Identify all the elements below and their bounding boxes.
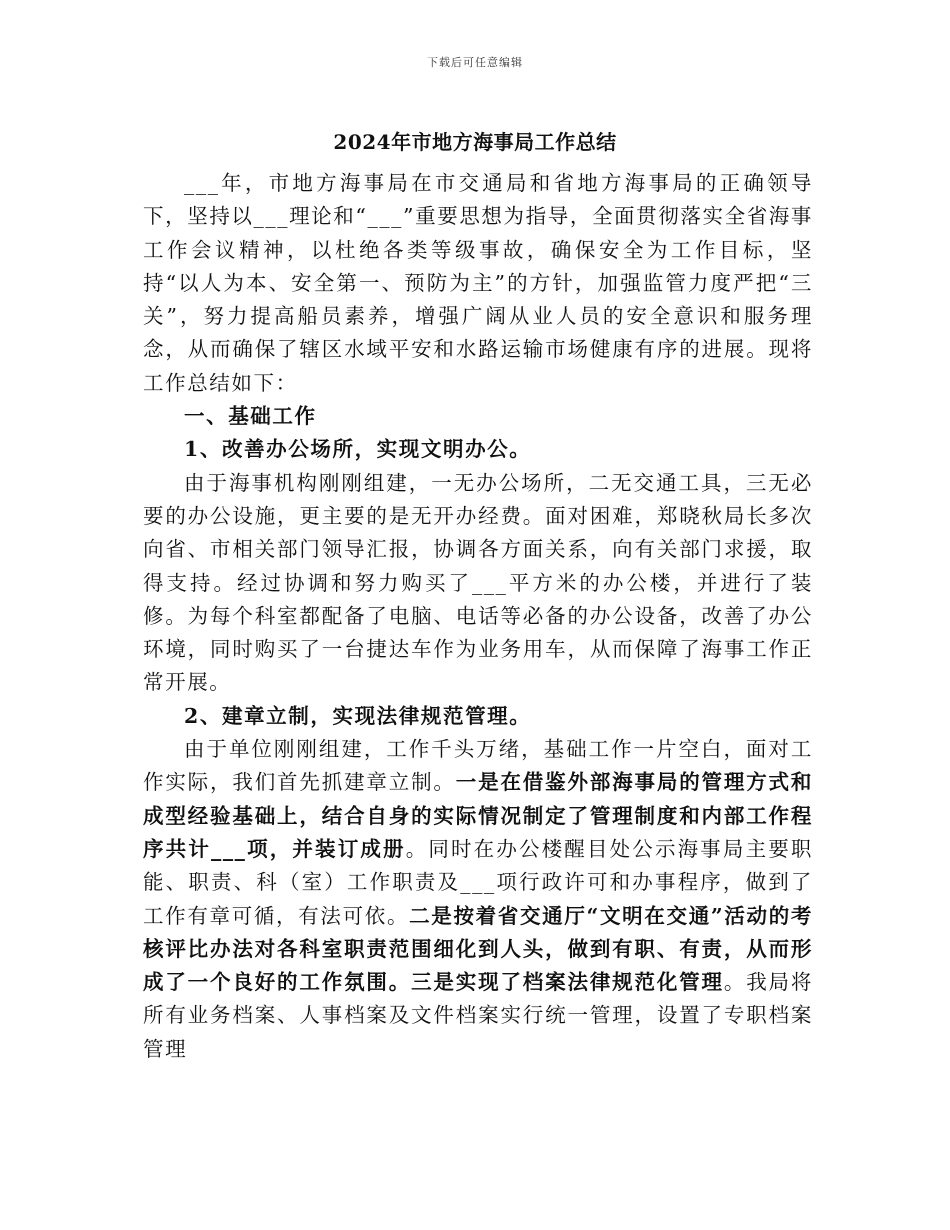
text-run: 。同时在办公楼醒目处公示海事局主要职能、职责、科（室）工作职责及___项行政许可和办事程序，做到了工作有章可循，有法可依。 bbox=[143, 836, 813, 928]
body-paragraph bbox=[143, 167, 813, 400]
text-run: 2、建章立制，实现法律规范管理。 bbox=[184, 703, 532, 728]
text-run: 由于单位刚刚组建，工作千头万绪，基础工作一片空白，面对工作实际，我们首先抓建章立制。 bbox=[143, 737, 813, 795]
text-run: 1、改善办公场所，实现文明办公。 bbox=[184, 437, 532, 462]
document-body bbox=[143, 167, 813, 1066]
text-run: 。我局将所有业务档案、人事档案及文件档案实行统一管理，设置了专职档案管理 bbox=[143, 970, 813, 1061]
body-paragraph bbox=[143, 467, 813, 700]
bold-text-run: 一是在借鉴外部海事局的管理方式和成型经验基础上，结合自身的实际情况制定了管理制度和内部工作程序共计___项，并装订成册 bbox=[143, 770, 813, 861]
document-title: 2024年市地方海事局工作总结 bbox=[333, 130, 617, 154]
bold-text-run: 二是按着省交通厅“文明在交通”活动的考核评比办法对各科室职责范围细化到人头，做到有职、有责，从而形成了一个良好的工作氛围。三是实现了档案法律规范化管理 bbox=[143, 903, 813, 995]
text-run: 一、基础工作 bbox=[184, 404, 317, 429]
section-heading bbox=[143, 400, 813, 433]
header-note: 下载后可任意编辑 bbox=[427, 56, 523, 69]
subsection-heading bbox=[143, 700, 813, 733]
text-run: ___年，市地方海事局在市交通局和省地方海事局的正确领导下，坚持以___理论和“___”重要思想为指导，全面贯彻落实全省海事工作会议精神，以杜绝各类等级事故，确保安全为工作目标，坚持“以人为本、安全第一、预防为主”的方针，加强监管力度严把“三关”，努力提高船员素养，增强广阔从业人员的安全意识和服务理念，从而确保了辖区水域平安和水路运输市场健康有序的进展。现将工作总结如下： bbox=[143, 171, 813, 395]
subsection-heading bbox=[143, 433, 813, 466]
text-run: 由于海事机构刚刚组建，一无办公场所，二无交通工具，三无必要的办公设施，更主要的是无开办经费。面对困难，郑晓秋局长多次向省、市相关部门领导汇报，协调各方面关系，向有关部门求援，取得支持。经过协调和努力购买了___平方米的办公楼，并进行了装修。为每个科室都配备了电脑、电话等必备的办公设备，改善了办公环境，同时购买了一台捷达车作为业务用车，从而保障了海事工作正常开展。 bbox=[143, 470, 813, 695]
body-paragraph bbox=[143, 733, 813, 1066]
